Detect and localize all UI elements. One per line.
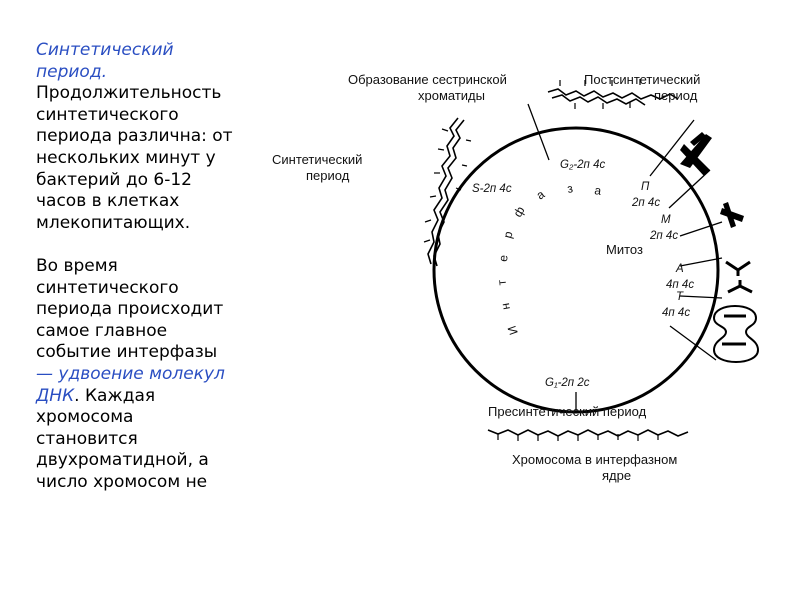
formula-metaphase: М xyxy=(661,214,671,226)
chromosome-presynthetic-icon xyxy=(488,430,688,441)
label-synthetic-2: период xyxy=(306,168,350,183)
formula-s: S-2п 4с xyxy=(472,183,512,195)
text-line: событие интерфазы xyxy=(36,342,218,363)
text-line: периода различна: от xyxy=(36,126,233,147)
formula-anaphase: А xyxy=(676,263,684,275)
label-synthetic: Синтетический xyxy=(272,152,363,167)
interphase-letter: е xyxy=(496,254,511,263)
interphase-letter: а xyxy=(593,183,603,198)
label-sister-formation: Образование сестринской xyxy=(348,72,507,87)
interphase-letter: з xyxy=(566,181,574,196)
text-line: становится xyxy=(36,428,138,449)
label-postsynthetic: Постсинтетический xyxy=(584,72,701,87)
label-interphase-chromosome-2: ядре xyxy=(602,468,632,483)
interphase-letter: И xyxy=(504,323,521,337)
formula-g1: G₁-2п 2с xyxy=(545,377,590,389)
leader-line xyxy=(680,258,722,266)
label-presynthetic: Пресинтетический период xyxy=(488,404,647,419)
interphase-letter: а xyxy=(533,187,548,203)
label-sister-formation-2: хроматиды xyxy=(418,88,485,103)
telophase-cell-icon xyxy=(714,306,758,362)
text-line: бактерий до 6-12 xyxy=(36,169,192,190)
formula-prophase-2: 2п 4с xyxy=(632,197,661,209)
chromosome-x-icon xyxy=(680,132,712,176)
heading-line-2: период. xyxy=(36,61,107,82)
heading-line-1: Синтетический xyxy=(36,40,174,60)
interphase-letter: ф xyxy=(510,203,528,220)
interphase-letter: т xyxy=(494,279,509,286)
chromosome-metaphase-icon xyxy=(720,202,744,228)
text-line: периода происходит xyxy=(36,299,224,320)
label-interphase-chromosome: Хромосома в интерфазном xyxy=(512,452,678,467)
interphase-letter: н xyxy=(498,301,513,311)
formula-anaphase-2: 4п 4с xyxy=(666,279,695,291)
leader-line xyxy=(670,326,716,360)
leader-line xyxy=(680,222,722,236)
chromatid-synthetic-icon xyxy=(424,118,471,266)
text-line: синтетического xyxy=(36,104,179,125)
dna-highlight-prefix: — удвоение молекул xyxy=(36,363,225,384)
text-line: самое главное xyxy=(36,320,168,341)
text-line: двухроматидной, а xyxy=(36,450,209,471)
formula-metaphase-2: 2п 4с xyxy=(650,230,679,242)
chromosome-anaphase-icon xyxy=(726,262,752,292)
formula-telophase: Т xyxy=(676,291,684,303)
text-line: хромосома xyxy=(36,407,134,428)
text-line: млекопитающих. xyxy=(36,212,191,233)
text-line: число хромосом не xyxy=(36,471,208,492)
interphase-letter: р xyxy=(500,229,516,240)
text-line: Продолжительность xyxy=(36,83,222,104)
text-fragment: . Каждая xyxy=(74,385,156,406)
text-line: Во время xyxy=(36,255,118,276)
text-line: синтетического xyxy=(36,277,179,298)
formula-prophase: П xyxy=(641,181,650,193)
label-mitosis: Митоз xyxy=(606,242,643,257)
formula-g2: G₂-2п 4с xyxy=(560,159,606,171)
text-line: часов в клетках xyxy=(36,191,180,212)
dna-highlight-word: ДНК xyxy=(36,385,75,406)
formula-telophase-2: 4п 4с xyxy=(662,307,691,319)
label-postsynthetic-2: период xyxy=(654,88,698,103)
text-line: нескольких минут у xyxy=(36,147,216,168)
